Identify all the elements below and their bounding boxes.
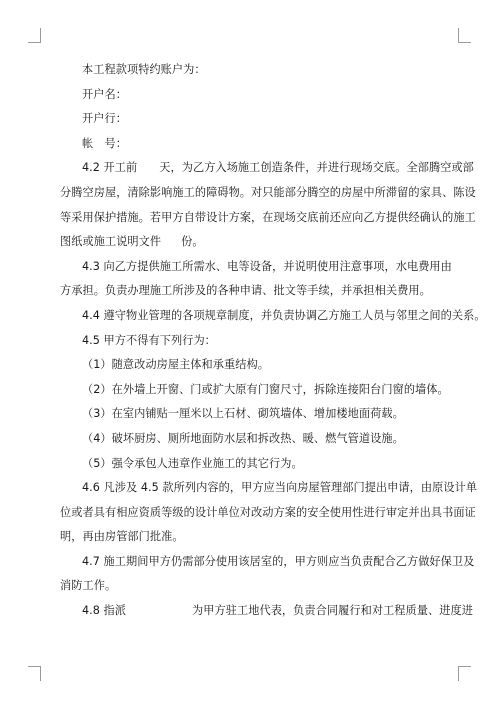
crop-mark-top-left bbox=[28, 28, 41, 43]
clause-4-6-line-3: 明，再由房管部门批准。 bbox=[60, 530, 184, 544]
clause-4-5-title: 4.5 甲方不得有下列行为： bbox=[82, 333, 216, 347]
clause-4-8-prefix: 4.8 指派 bbox=[82, 604, 127, 618]
clause-4-6-line-1: 4.6 凡涉及 4.5 款所列内容的，甲方应当向房屋管理部门提出申请，由原设计单 bbox=[82, 481, 478, 495]
clause-4-2-copies: 份。 bbox=[181, 235, 204, 249]
account-bank-label: 开户行： bbox=[82, 112, 127, 126]
clause-4-2-line-2: 分腾空房屋，清除影响施工的障碍物。对只能部分腾空的房屋中所滞留的家具、陈设 bbox=[60, 185, 476, 199]
clause-4-4-line-1: 4.4 遵守物业管理的各项规章制度，并负责协调乙方施工人员与邻里之间的关系。 bbox=[82, 308, 486, 322]
account-name-label: 开户名： bbox=[82, 87, 127, 101]
clause-4-5-item-5: （5）强令承包人违章作业施工的其它行为。 bbox=[82, 456, 303, 470]
crop-mark-top-right bbox=[458, 28, 471, 43]
clause-4-5-item-3: （3）在室内铺贴一厘米以上石材、砌筑墙体、增加楼地面荷载。 bbox=[82, 407, 404, 421]
document-body bbox=[60, 58, 486, 624]
crop-mark-bottom-left bbox=[28, 666, 41, 681]
clause-4-5-item-1: （1）随意改动房屋主体和承重结构。 bbox=[82, 358, 269, 372]
clause-4-5-item-2: （2）在外墙上开窗、门或扩大原有门窗尺寸，拆除连接阳台门窗的墙体。 bbox=[82, 382, 449, 396]
clause-4-2-line-4 bbox=[60, 230, 448, 255]
clause-4-2-line-1 bbox=[60, 156, 474, 181]
clause-4-2-line-3: 等采用保护措施。若甲方自带设计方案，在现场交底前还应向乙方提供经确认的施工 bbox=[60, 210, 476, 224]
account-intro: 本工程款项特约账户为： bbox=[82, 63, 206, 76]
account-number-label: 帐 号： bbox=[82, 136, 127, 150]
clause-4-7-line-2: 消防工作。 bbox=[60, 579, 117, 593]
clause-4-7-line-1: 4.7 施工期间甲方仍需部分使用该居室的，甲方则应当负责配合乙方做好保卫及 bbox=[82, 554, 475, 568]
clause-4-5-item-4: （4）破坏厨房、厕所地面防水层和拆改热、暖、燃气管道设施。 bbox=[82, 431, 404, 445]
clause-4-6-line-2: 位或者具有相应资质等级的设计单位对改动方案的安全使用性进行审定并出具书面证 bbox=[60, 505, 476, 519]
clause-4-2-docs: 图纸或施工说明文件 bbox=[60, 235, 162, 249]
crop-mark-bottom-right bbox=[458, 666, 471, 681]
clause-4-8-rest: 为甲方驻工地代表，负责合同履行和对工程质量、进度进 bbox=[192, 604, 473, 618]
clause-4-8-line-1 bbox=[60, 599, 473, 624]
clause-4-2-prefix: 4.2 开工前 bbox=[82, 161, 138, 175]
clause-4-3-line-2: 方承担。负责办理施工所涉及的各种申请、批文等手续，并承担相关费用。 bbox=[60, 284, 431, 298]
clause-4-2-rest: 天，为乙方入场施工创造条件，并进行现场交底。全部腾空或部 bbox=[159, 161, 474, 175]
clause-4-3-line-1: 4.3 向乙方提供施工所需水、电等设备，并说明使用注意事项，水电费用由 bbox=[82, 259, 452, 273]
